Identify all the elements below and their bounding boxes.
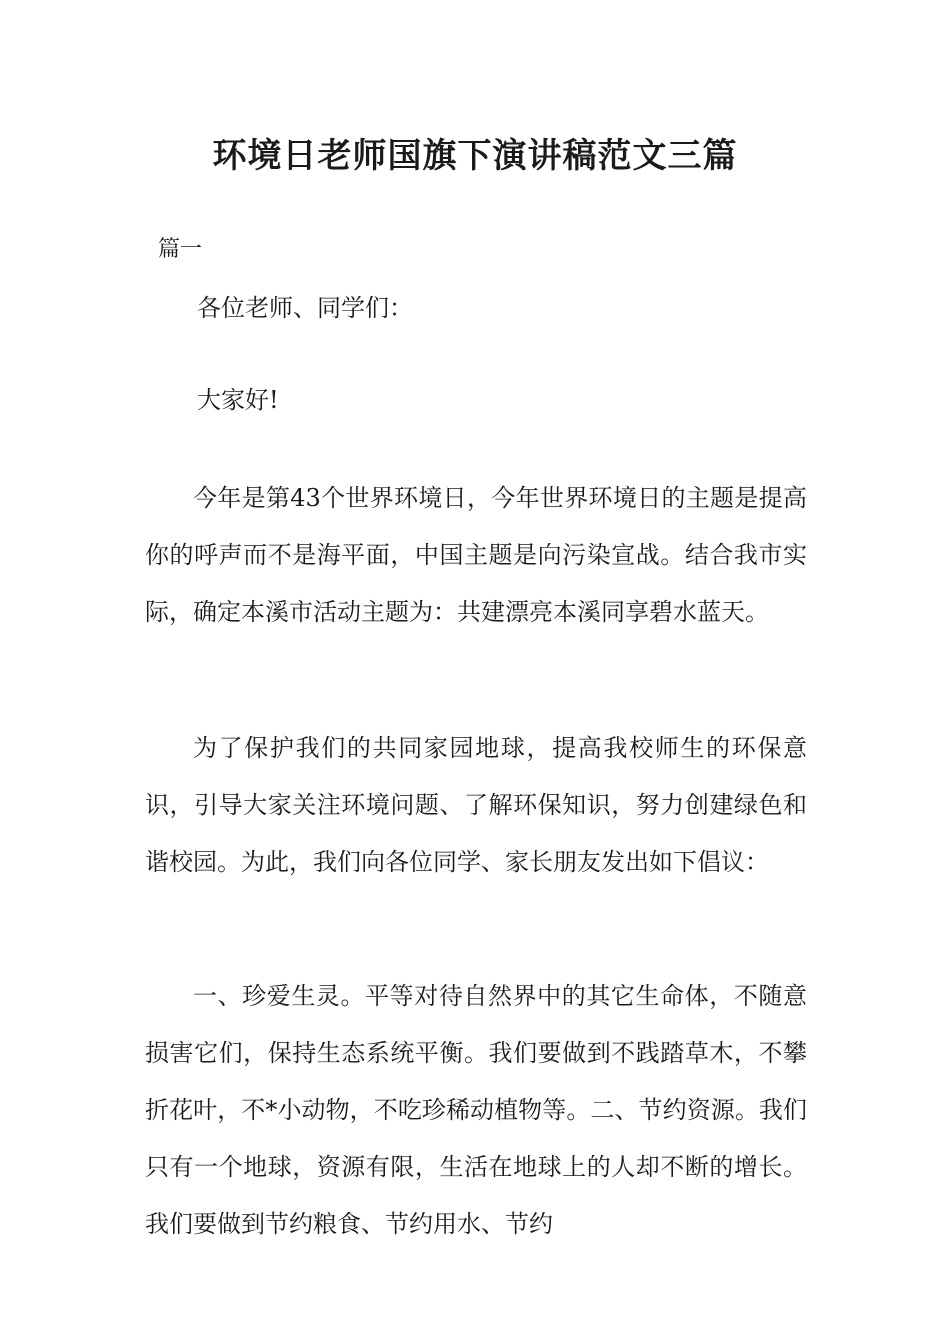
paragraph: 今年是第43个世界环境日，今年世界环境日的主题是提高你的呼声而不是海平面，中国主题是向污染宣战。结合我市实际，确定本溪市活动主题为：共建漂亮本溪同享碧水蓝天。 xyxy=(145,484,807,626)
paragraph: 一、珍爱生灵。平等对待自然界中的其它生命体，不随意损害它们，保持生态系统平衡。我们要做到不践踏草木，不攀折花叶，不*小动物，不吃珍稀动植物等。二、节约资源。我们只有一个地球，资源有限，生活在地球上的人却不断的增长。我们要做到节约粮食、节约用水、节约 xyxy=(145,982,807,1238)
section-label: 篇一 xyxy=(158,237,203,262)
greeting-line: 各位老师、同学们： xyxy=(197,294,413,322)
hello-line: 大家好! xyxy=(197,386,279,414)
document-title: 环境日老师国旗下演讲稿范文三篇 xyxy=(212,136,738,176)
paragraph: 为了保护我们的共同家园地球，提高我校师生的环保意识，引导大家关注环境问题、了解环保知识，努力创建绿色和谐校园。为此，我们向各位同学、家长朋友发出如下倡议： xyxy=(145,734,807,876)
